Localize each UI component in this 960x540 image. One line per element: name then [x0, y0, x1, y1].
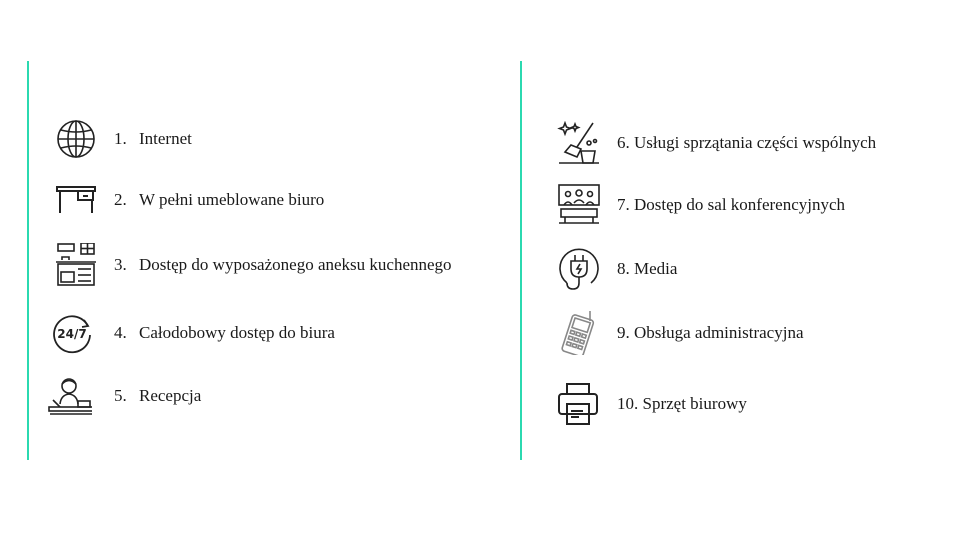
- item-label: 3. Dostęp do wyposażonego aneksu kuchennego: [114, 255, 452, 274]
- item-label: 4. Całodobowy dostęp do biura: [114, 323, 335, 342]
- clock-24-7-icon: [50, 311, 94, 355]
- phone-icon: [557, 311, 601, 355]
- item-label: 7. Dostęp do sal konferencyjnych: [617, 195, 846, 214]
- item-label: 8. Media: [617, 259, 678, 278]
- item-label: 6. Usługi sprzątania części wspólnych: [617, 133, 877, 152]
- item-label: 10. Sprzęt biurowy: [617, 394, 747, 413]
- item-label: 5. Recepcja: [114, 386, 202, 405]
- item-label: 1. Internet: [114, 129, 192, 148]
- item-label: 9. Obsługa administracyjna: [617, 323, 804, 342]
- receptionist-icon: [48, 374, 92, 418]
- kitchen-icon: [54, 243, 98, 287]
- cleaning-icon: [557, 121, 601, 165]
- globe-icon: [54, 117, 98, 161]
- plug-icon: [557, 247, 601, 291]
- desk-icon: [54, 178, 98, 222]
- left-divider-line: [27, 61, 29, 460]
- conference-icon: [557, 183, 601, 227]
- printer-icon: [557, 382, 601, 426]
- clock-text: 24/7: [57, 327, 87, 341]
- right-divider-line: [520, 61, 522, 460]
- item-label: 2. W pełni umeblowane biuro: [114, 190, 325, 209]
